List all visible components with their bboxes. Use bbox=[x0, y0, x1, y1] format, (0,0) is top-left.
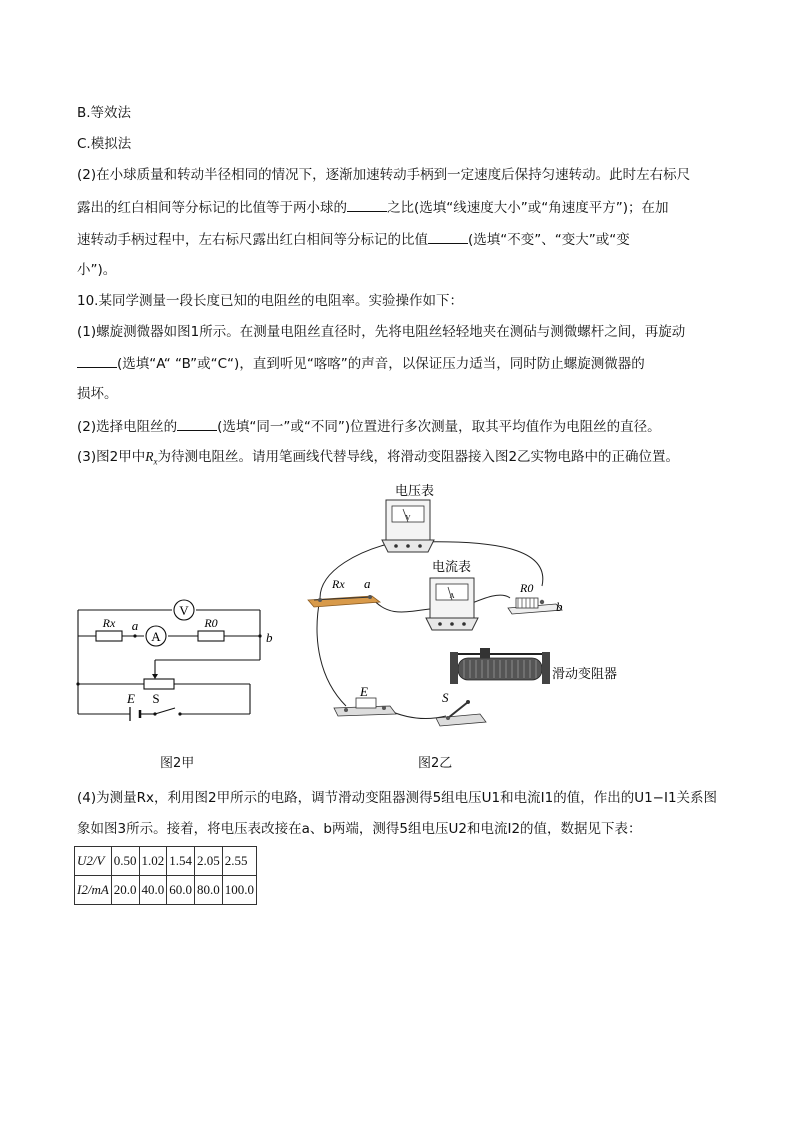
q9-part2-line3-text-b: (选填“不变”、“变大”或“变 bbox=[468, 232, 630, 248]
ammeter-device bbox=[426, 578, 478, 630]
table-cell: 80.0 bbox=[195, 876, 223, 905]
fig-b-label-e: E bbox=[360, 684, 368, 699]
q9-part2-line1: (2)在小球质量和转动半径相同的情况下，逐渐加速转动手柄到一定速度后保持匀速转动。此时左右标尺 bbox=[77, 167, 691, 183]
table-row-label: I2/mA bbox=[75, 876, 112, 905]
q9-part2-line2-text-a: 露出的红白相间等分标记的比值等于两小球的 bbox=[77, 200, 347, 216]
q9-part2-line4: 小”)。 bbox=[77, 262, 117, 278]
q9-part2-line3 bbox=[77, 229, 630, 250]
data-table bbox=[74, 846, 257, 905]
ammeter-label: 电流表 bbox=[432, 559, 472, 574]
table-cell: 1.02 bbox=[139, 847, 167, 876]
q10-part1-line2 bbox=[77, 353, 645, 374]
q10-part3 bbox=[77, 447, 679, 472]
table-row bbox=[75, 876, 257, 905]
circuit-diagram-a bbox=[70, 590, 280, 725]
answer-blank-2[interactable] bbox=[428, 229, 468, 244]
fig-a-label-b: b bbox=[266, 630, 273, 645]
fig-a-label-rx: Rx bbox=[102, 616, 116, 630]
r0-resistor-device bbox=[508, 598, 562, 614]
q10-part4-line2: 象如图3所示。接着，将电压表改接在a、b两端，测得5组电压U2和电流I2的值，数据见下表： bbox=[77, 821, 642, 837]
q9-part2-line2-text-b: 之比(选填“线速度大小”或“角速度平方”)；在加 bbox=[387, 200, 669, 216]
q10-part4-line1: (4)为测量Rx，利用图2甲所示的电路，调节滑动变阻器测得5组电压U1和电流I1的值，作出的U1−I1关系图 bbox=[77, 790, 718, 806]
fig-b-label-s: S bbox=[442, 690, 449, 705]
fig-a-label-s: S bbox=[152, 691, 160, 706]
q10-part2-text-a: (2)选择电阻丝的 bbox=[77, 419, 178, 435]
fig-a-label-v: V bbox=[179, 603, 189, 618]
rx-symbol: $R_x$ bbox=[145, 449, 158, 467]
fig-a-label-a-meter: A bbox=[151, 629, 161, 644]
battery-device bbox=[334, 698, 396, 716]
rx-wire-board bbox=[308, 595, 380, 607]
fig-a-label-e: E bbox=[127, 691, 135, 706]
table-cell: 100.0 bbox=[222, 876, 256, 905]
figure-b-caption: 图2乙 bbox=[418, 756, 453, 771]
rheostat-label: 滑动变阻器 bbox=[552, 666, 618, 681]
fig-b-label-rx: Rx bbox=[332, 577, 345, 591]
table-cell: 0.50 bbox=[111, 847, 139, 876]
option-c: C.模拟法 bbox=[77, 136, 132, 152]
rheostat-device bbox=[450, 648, 550, 684]
q10-part3-text-a: (3)图2甲中 bbox=[77, 449, 146, 465]
table-cell: 20.0 bbox=[111, 876, 139, 905]
voltmeter-label: 电压表 bbox=[395, 483, 435, 498]
answer-blank-3[interactable] bbox=[77, 353, 117, 368]
q9-part2-line3-text-a: 速转动手柄过程中，左右标尺露出红白相间等分标记的比值 bbox=[77, 232, 428, 248]
table-cell: 40.0 bbox=[139, 876, 167, 905]
table-cell: 2.55 bbox=[222, 847, 256, 876]
q10-part3-text-b: 为待测电阻丝。请用笔画线代替导线，将滑动变阻器接入图2乙实物电路中的正确位置。 bbox=[157, 449, 680, 465]
q10-part1-line3: 损坏。 bbox=[77, 386, 118, 402]
answer-blank-4[interactable] bbox=[177, 416, 217, 431]
table-cell: 1.54 bbox=[167, 847, 195, 876]
circuit-diagram-b bbox=[300, 480, 640, 730]
fig-a-label-a: a bbox=[131, 618, 139, 633]
q10-part1-line1: (1)螺旋测微器如图1所示。在测量电阻丝直径时，先将电阻丝轻轻地夹在测砧与测微螺杆之间，再旋动 bbox=[77, 324, 686, 340]
svg-text:V: V bbox=[405, 514, 411, 522]
fig-b-label-a: a bbox=[364, 576, 371, 591]
q10-part1-line2-text: (选填“A“ “B”或“C“)，直到听见“喀喀”的声音，以保证压力适当，同时防止螺旋测微器的 bbox=[117, 356, 645, 372]
fig-a-label-r0: R0 bbox=[204, 616, 218, 630]
fig-b-label-r0: R0 bbox=[520, 581, 534, 595]
q10-title: 10.某同学测量一段长度已知的电阻丝的电阻率。实验操作如下： bbox=[77, 293, 463, 309]
q9-part2-line2 bbox=[77, 197, 669, 218]
voltmeter-device bbox=[382, 500, 434, 552]
answer-blank-1[interactable] bbox=[347, 197, 387, 212]
q10-part2-text-b: (选填“同一”或“不同”)位置进行多次测量，取其平均值作为电阻丝的直径。 bbox=[217, 419, 661, 435]
svg-text:A: A bbox=[449, 592, 455, 600]
fig-b-label-b: b bbox=[556, 599, 563, 614]
table-cell: 2.05 bbox=[195, 847, 223, 876]
table-cell: 60.0 bbox=[167, 876, 195, 905]
table-row-label: U2/V bbox=[75, 847, 112, 876]
figure-a-caption: 图2甲 bbox=[160, 756, 195, 771]
option-b: B.等效法 bbox=[77, 105, 132, 121]
table-row bbox=[75, 847, 257, 876]
q10-part2 bbox=[77, 416, 661, 437]
